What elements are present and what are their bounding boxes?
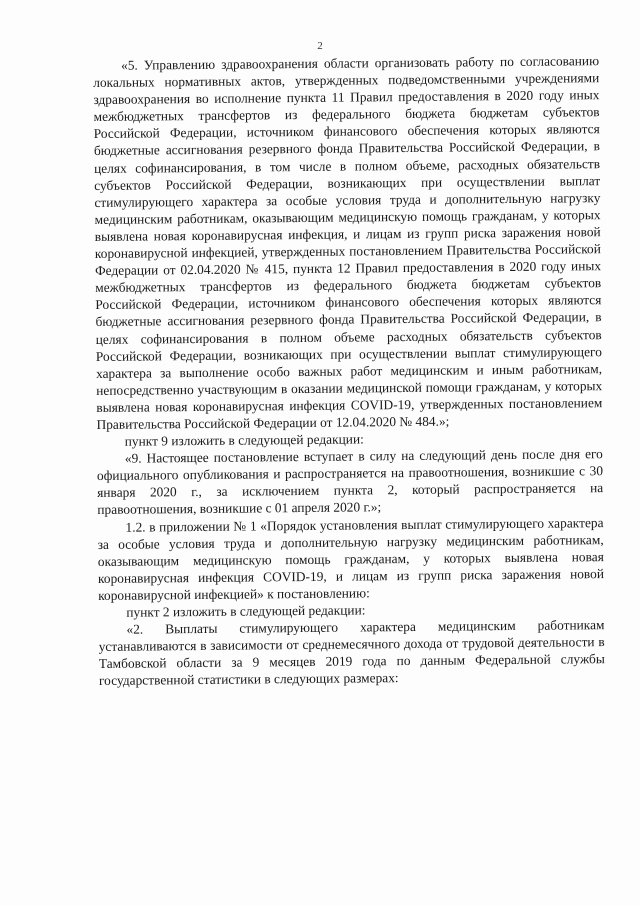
page-number: 2	[317, 40, 323, 52]
paragraph-appendix-1-amendment: 1.2. в приложении № 1 «Порядок установления выплат стимулирующего характера за особые условия труда и дополнительную нагрузку медицинским работникам, оказывающим медицинскую помощь гражданам, у которых выявлена новая коронавирусная инфекция COVID-19, и лицам из групп риска заражения новой коронавирусной инфекцией» к постановлению:	[97, 514, 605, 603]
paragraph-point-2-intro: пункт 2 изложить в следующей редакции:	[126, 602, 366, 620]
document-body	[93, 52, 605, 689]
paragraph-amendment-point-2: «2. Выплаты стимулирующего характера медицинским работникам устанавливаются в зависимости от среднемесячного дохода от трудовой деятельности в Тамбовской области за 9 месяцев 2019 года по данным Федеральной службы государственной статистики в следующих размерах:	[98, 617, 605, 689]
paragraph-point-9-intro: пункт 9 изложить в следующей редакции:	[124, 431, 364, 449]
paragraph-amendment-point-5: «5. Управлению здравоохранения области организовать работу по согласованию локальных нормативных актов, утвержденных подведомственными учреждениями здравоохранения во исполнение пункта 11 Правил предоставления в 2020 году иных межбюджетных трансфертов из федерального бюджета бюджетам субъектов Российской Федерации, источником финансового обеспечения которых являются бюджетные ассигнования резервного фонда Правительства Российской Федерации, в целях софинансирования, в том числе в полном объеме, расходных обязательств субъектов Российской Федерации, возникающих при осуществлении выплат стимулирующего характера за особые условия труда и дополнительную нагрузку медицинским работникам, оказывающим медицинскую помощь гражданам, у которых выявлена новая коронавирусная инфекция, и лицам из групп риска заражения новой коронавирусной инфекцией, утвержденных постановлением Правительства Российской Федерации от 02.04.2020 № 415, пункта 12 Правил предоставления в 2020 году иных межбюджетных трансфертов из федерального бюджета бюджетам субъектов Российской Федерации, источником финансового обеспечения которых являются бюджетные ассигнования резервного фонда Правительства Российской Федерации, в целях софинансирования в полном объеме расходных обязательств субъектов Российской Федерации, возникающих при осуществлении выплат стимулирующего характера за выполнение особо важных работ медицинским и иным работникам, непосредственно участвующим в оказании медицинской помощи гражданам, у которых выявлена новая коронавирусная инфекция COVID-19, утвержденных постановлением Правительства Российской Федерации от 12.04.2020 № 484.»;	[93, 53, 603, 432]
paragraph-amendment-point-9: «9. Настоящее постановление вступает в силу на следующий день после дня его официального опубликования и распространяется на правоотношения, возникшие с 30 января 2020 г., за исключением пункта 2, который распространяется на правоотношения, возникшие с 01 апреля 2020 г.»;	[96, 446, 604, 518]
